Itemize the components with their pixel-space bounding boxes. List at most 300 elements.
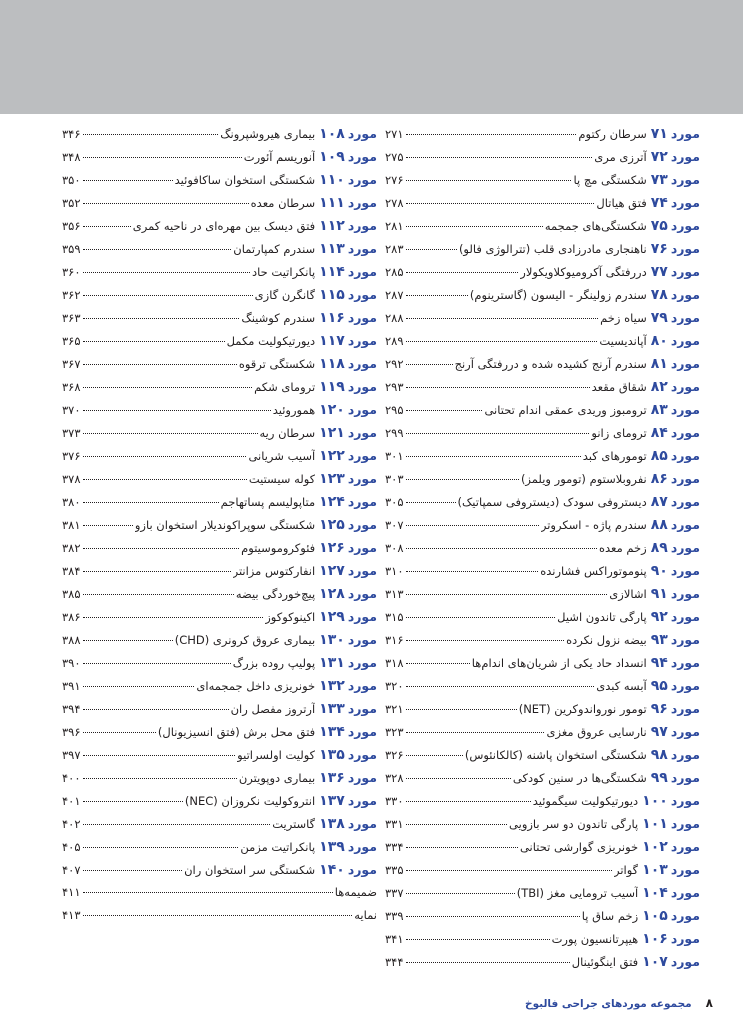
dot-leader [406,540,597,549]
page-ref: ۲۷۱ [385,127,404,141]
toc-entry[interactable] [62,536,377,559]
dot-leader [406,448,581,457]
toc-entry[interactable] [62,490,377,513]
case-number: ۱۳۴ [319,724,345,740]
entry-title: سندرم کوشینگ [241,311,316,325]
case-label: مورد [670,356,700,371]
dot-leader [83,172,173,181]
case-number: ۸۳ [650,402,668,418]
entry-title: آسیب شریانی [248,449,316,463]
case-label: مورد [670,149,700,164]
entry-title: بیماری عروق کرونری (CHD) [174,633,316,647]
toc-entry[interactable] [62,605,377,628]
toc-entry[interactable] [385,904,700,927]
dot-leader [83,907,353,916]
page-ref: ۳۳۵ [385,863,404,877]
case-label: مورد [670,655,700,670]
case-number: ۱۲۷ [319,563,345,579]
entry-title: انتروکولیت نکروزان (NEC) [184,794,316,808]
dot-leader [83,540,240,549]
page-ref: ۲۹۵ [385,403,404,417]
case-label: مورد [347,264,377,279]
dot-leader [406,517,539,526]
case-number: ۹۹ [650,770,668,786]
page-ref: ۳۹۶ [62,725,81,739]
dot-leader [83,287,253,296]
page-ref: ۳۹۰ [62,656,81,670]
toc-entry[interactable] [385,467,700,490]
toc-entry[interactable] [385,605,700,628]
case-label: مورد [347,402,377,417]
case-number: ۹۶ [650,701,668,717]
toc-entry[interactable] [62,145,377,168]
toc-entry[interactable] [62,858,377,881]
case-label: مورد [670,310,700,325]
case-number: ۱۰۸ [319,126,345,142]
case-number: ۱۱۸ [319,356,345,372]
case-number: ۱۰۱ [642,816,668,832]
toc-entry[interactable] [385,628,700,651]
dot-leader [406,839,518,848]
case-label: مورد [347,425,377,440]
toc-entry[interactable] [62,329,377,352]
case-label: مورد [347,563,377,578]
page-ref: ۳۸۱ [62,518,81,532]
case-number: ۹۵ [650,678,668,694]
page-ref: ۳۳۰ [385,794,404,808]
page-ref: ۳۷۶ [62,449,81,463]
page-ref: ۳۲۰ [385,679,404,693]
toc-entry[interactable] [385,536,700,559]
case-number: ۱۴۰ [319,862,345,878]
entry-title: شکستگی‌های جمجمه [544,219,647,233]
entry-title: نارسایی عروق مغزی [546,725,647,739]
toc-column-left [62,122,377,927]
toc-entry[interactable] [385,582,700,605]
case-label: مورد [347,609,377,624]
toc-entry[interactable] [62,743,377,766]
case-number: ۷۶ [650,241,668,257]
toc-entry[interactable] [385,306,700,329]
toc-entry[interactable] [62,766,377,789]
toc-entry[interactable] [62,812,377,835]
page-ref: ۳۹۱ [62,679,81,693]
toc-entry[interactable] [62,283,377,306]
dot-leader [406,126,577,135]
toc-entry[interactable] [62,628,377,651]
dot-leader [406,425,590,434]
toc-entry[interactable] [62,697,377,720]
case-number: ۹۳ [650,632,668,648]
case-label: مورد [347,632,377,647]
dot-leader [83,517,133,526]
entry-title: فتق هیاتال [596,196,647,210]
toc-entry[interactable] [62,651,377,674]
dot-leader [406,356,453,365]
entry-title: متاپولیسم پساتهاجم [220,495,316,509]
entry-title: بیماری هیروشپرونگ [220,127,316,141]
dot-leader [83,379,253,388]
book-title: مجموعه موردهای جراحی فالبوخ [525,998,692,1010]
dot-leader [406,609,556,618]
case-number: ۱۰۶ [642,931,668,947]
toc-entry[interactable] [62,237,377,260]
case-number: ۱۳۳ [319,701,345,717]
dot-leader [406,333,598,342]
toc-entry[interactable] [385,789,700,812]
entry-title: زخم ساق پا [581,909,639,923]
entry-title: نمایه [354,908,377,922]
toc-entry[interactable] [385,283,700,306]
dot-leader [83,724,156,733]
toc-entry[interactable] [62,191,377,214]
dot-leader [406,632,565,641]
toc-entry[interactable] [62,122,377,145]
dot-leader [83,839,239,848]
entry-title: هموروئید [272,403,316,417]
entry-title: آبسه کبدی [596,679,647,693]
case-number: ۱۳۷ [319,793,345,809]
page-ref: ۴۱۱ [62,885,81,899]
dot-leader [406,563,539,572]
entry-title: گاستریت [272,817,316,831]
toc-entry[interactable] [62,375,377,398]
case-label: مورد [347,655,377,670]
page-ref: ۳۱۰ [385,564,404,578]
case-label: مورد [670,172,700,187]
case-number: ۸۷ [650,494,668,510]
dot-leader [406,678,595,687]
entry-title: گانگرن گازی [254,288,316,302]
page-ref: ۴۰۲ [62,817,81,831]
dot-leader [83,402,271,411]
dot-leader [83,816,271,825]
case-label: مورد [670,517,700,532]
page-ref: ۳۶۸ [62,380,81,394]
entry-title: اشالازی [609,587,647,601]
entry-title: شکستگی مچ پا [573,173,647,187]
dot-leader [406,402,483,411]
dot-leader [83,747,236,756]
dot-leader [83,310,240,319]
toc-entry[interactable] [385,743,700,766]
case-number: ۱۲۵ [319,517,345,533]
case-number: ۸۲ [650,379,668,395]
toc-entry[interactable] [385,881,700,904]
entry-title: گواتر [614,863,639,877]
page-ref: ۳۱۸ [385,656,404,670]
toc-entry[interactable] [385,835,700,858]
toc-entry[interactable] [62,306,377,329]
toc-entry[interactable] [385,122,700,145]
case-number: ۱۰۵ [642,908,668,924]
entry-title: سرطان ریه [259,426,316,440]
case-number: ۱۱۱ [319,195,345,211]
entry-title: خونریزی گوارشی تحتانی [519,840,639,854]
toc-entry[interactable] [62,352,377,375]
toc-entry[interactable] [385,444,700,467]
entry-title: سندرم پاژه - اسکروتر [540,518,647,532]
toc-entry[interactable] [385,398,700,421]
toc-entry[interactable] [385,858,700,881]
toc-entry[interactable] [385,375,700,398]
page-number: ۸ [705,996,713,1010]
entry-title: انسداد حاد یکی از شریان‌های اندام‌ها [471,656,647,670]
case-number: ۸۶ [650,471,668,487]
entry-title: پانکراتیت حاد [252,265,316,279]
entry-title: آپاندیسیت [599,334,647,348]
case-label: مورد [347,540,377,555]
dot-leader [406,770,511,779]
dot-leader [406,218,543,227]
case-label: مورد [670,839,700,854]
dot-leader [406,655,470,664]
entry-title: کوله سیستیت [248,472,316,486]
case-number: ۱۱۲ [319,218,345,234]
dot-leader [83,678,195,687]
page-ref: ۳۹۷ [62,748,81,762]
entry-title: سندرم آرنج کشیده شده و دررفتگی آرنج [454,357,647,371]
case-label: مورد [670,678,700,693]
entry-title: دررفتگی آکرومیوکلاویکولار [520,265,647,279]
page-ref: ۳۸۸ [62,633,81,647]
entry-title: پنوموتوراکس فشارنده [540,564,647,578]
toc-entry[interactable] [62,582,377,605]
entry-title: آنوریسم آئورت [243,150,316,164]
page-ref: ۲۸۸ [385,311,404,325]
page-ref: ۳۵۰ [62,173,81,187]
case-number: ۸۸ [650,517,668,533]
case-number: ۱۱۶ [319,310,345,326]
case-label: مورد [670,816,700,831]
case-number: ۱۳۸ [319,816,345,832]
case-label: مورد [670,333,700,348]
case-number: ۱۲۸ [319,586,345,602]
toc-entry[interactable] [385,421,700,444]
case-number: ۷۵ [650,218,668,234]
toc-entry[interactable] [385,720,700,743]
dot-leader [83,425,258,434]
dot-leader [406,701,517,710]
case-label: مورد [670,563,700,578]
page-ref: ۲۸۷ [385,288,404,302]
case-number: ۸۰ [650,333,668,349]
entry-title: ترومای شکم [254,380,316,394]
toc-entry[interactable] [62,789,377,812]
toc-entry[interactable] [385,214,700,237]
page-ref: ۳۶۵ [62,334,81,348]
case-label: مورد [347,195,377,210]
entry-title: تومور نورواندوکرین (NET) [518,702,647,716]
case-label: مورد [347,517,377,532]
case-number: ۱۲۲ [319,448,345,464]
dot-leader [406,724,545,733]
toc-entry[interactable] [385,674,700,697]
toc-entry[interactable] [62,467,377,490]
page-ref: ۳۱۳ [385,587,404,601]
toc-entry[interactable] [62,444,377,467]
case-label: مورد [670,402,700,417]
case-label: مورد [670,471,700,486]
dot-leader [406,586,608,595]
page-ref: ۳۶۷ [62,357,81,371]
dot-leader [406,885,515,894]
dot-leader [83,862,183,871]
dot-leader [83,448,247,457]
entry-title: شکستگی‌ها در سنین کودکی [512,771,647,785]
dot-leader [83,333,225,342]
toc-entry[interactable] [62,720,377,743]
entry-title: پولیپ روده بزرگ [232,656,316,670]
page-ref: ۲۸۳ [385,242,404,256]
entry-title: تومورهای کبد [582,449,647,463]
toc-entry[interactable] [385,513,700,536]
entry-title: پانکراتیت مزمن [240,840,316,854]
case-number: ۷۷ [650,264,668,280]
toc-entry[interactable] [385,191,700,214]
toc-entry[interactable] [62,168,377,191]
case-number: ۱۳۵ [319,747,345,763]
toc-entry[interactable] [62,674,377,697]
toc-entry[interactable] [62,398,377,421]
page-ref: ۳۸۰ [62,495,81,509]
case-number: ۱۱۰ [319,172,345,188]
page-ref: ۳۷۳ [62,426,81,440]
toc-entry[interactable] [385,329,700,352]
case-number: ۱۰۷ [642,954,668,970]
page-ref: ۲۹۲ [385,357,404,371]
dot-leader [83,356,237,365]
page-footer [525,996,713,1010]
page-ref: ۳۵۶ [62,219,81,233]
toc-entry[interactable] [385,168,700,191]
entry-title: آسیب ترومایی مغز (TBI) [516,886,639,900]
entry-title: کولیت اولسراتیو [237,748,316,762]
case-number: ۸۵ [650,448,668,464]
entry-title: فتق دیسک بین مهره‌ای در ناحیه کمری [132,219,316,233]
toc-entry[interactable] [62,881,377,904]
case-number: ۱۳۲ [319,678,345,694]
case-label: مورد [670,218,700,233]
case-label: مورد [670,724,700,739]
toc-entry[interactable] [385,352,700,375]
dot-leader [83,264,250,273]
page-ref: ۴۰۷ [62,863,81,877]
dot-leader [83,195,249,204]
dot-leader [83,770,237,779]
case-label: مورد [347,586,377,601]
case-label: مورد [670,540,700,555]
dot-leader [406,287,468,296]
dot-leader [406,954,570,963]
dot-leader [83,563,231,572]
page-ref: ۲۹۳ [385,380,404,394]
case-label: مورد [347,172,377,187]
toc-entry[interactable] [62,260,377,283]
case-label: مورد [670,425,700,440]
case-number: ۷۳ [650,172,668,188]
page-ref: ۳۳۹ [385,909,404,923]
case-label: مورد [670,908,700,923]
case-label: مورد [670,793,700,808]
toc-entry[interactable] [62,421,377,444]
toc-entry[interactable] [385,697,700,720]
page-ref: ۲۸۹ [385,334,404,348]
case-label: مورد [347,724,377,739]
case-number: ۱۰۰ [642,793,668,809]
dot-leader [406,195,595,204]
toc-entry[interactable] [385,812,700,835]
case-label: مورد [670,747,700,762]
entry-title: شکستگی سوپراکوندیلار استخوان بازو [134,518,316,532]
page-ref: ۳۰۱ [385,449,404,463]
toc-entry[interactable] [385,766,700,789]
toc-entry[interactable] [385,950,700,973]
page-ref: ۳۱۶ [385,633,404,647]
case-number: ۱۳۹ [319,839,345,855]
case-number: ۱۱۵ [319,287,345,303]
entry-title: آترزی مری [594,150,647,164]
case-label: مورد [347,241,377,256]
case-label: مورد [670,770,700,785]
page-ref: ۳۶۲ [62,288,81,302]
dot-leader [83,218,131,227]
entry-title: دیستروفی سودک (دیستروفی سمپاتیک) [457,495,647,509]
case-number: ۷۲ [650,149,668,165]
page-ref: ۳۲۶ [385,748,404,762]
case-label: مورد [670,379,700,394]
dot-leader [406,862,612,871]
toc-entry[interactable] [385,237,700,260]
case-label: مورد [347,770,377,785]
toc-entry[interactable] [385,559,700,582]
toc-entry[interactable] [385,490,700,513]
dot-leader [406,241,457,250]
dot-leader [83,494,219,503]
toc-entry[interactable] [62,559,377,582]
toc-entry[interactable] [62,904,377,927]
dot-leader [406,149,593,158]
dot-leader [83,884,333,893]
dot-leader [406,379,590,388]
case-number: ۱۳۰ [319,632,345,648]
toc-entry[interactable] [385,927,700,950]
case-label: مورد [670,862,700,877]
toc-entry[interactable] [385,651,700,674]
case-number: ۸۹ [650,540,668,556]
page-ref: ۳۸۴ [62,564,81,578]
page-ref: ۳۴۶ [62,127,81,141]
toc-entry[interactable] [385,145,700,168]
case-number: ۷۸ [650,287,668,303]
page-ref: ۲۷۵ [385,150,404,164]
entry-title: فتق محل برش (فتق انسیزیونال) [157,725,316,739]
page-ref: ۳۲۳ [385,725,404,739]
toc-entry[interactable] [62,835,377,858]
case-label: مورد [347,701,377,716]
case-number: ۷۴ [650,195,668,211]
page-ref: ۲۹۹ [385,426,404,440]
toc-entry[interactable] [62,513,377,536]
toc-entry[interactable] [62,214,377,237]
case-label: مورد [347,471,377,486]
entry-title: ترومای زانو [591,426,647,440]
page-ref: ۴۱۳ [62,908,81,922]
page-ref: ۳۰۵ [385,495,404,509]
page-ref: ۳۷۸ [62,472,81,486]
toc-entry[interactable] [385,260,700,283]
dot-leader [83,701,229,710]
